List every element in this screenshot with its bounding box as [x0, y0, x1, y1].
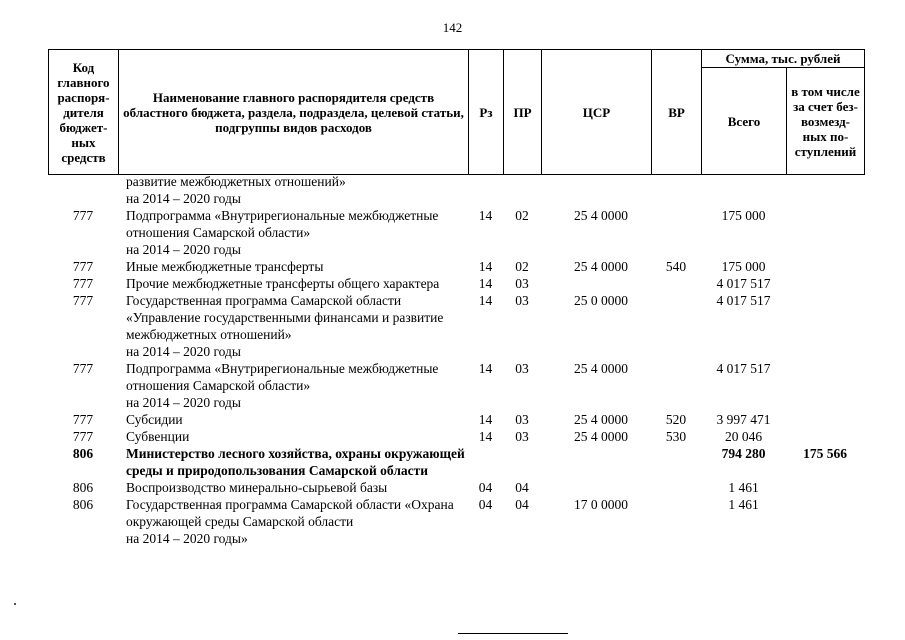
row-total: 1 461 [728, 480, 759, 495]
row-code: 777 [72, 276, 94, 291]
row-rz: 14 [478, 276, 493, 291]
row-pr: 03 [515, 361, 529, 376]
row-code: 806 [72, 480, 94, 495]
row-vr: 520 [665, 412, 687, 427]
row-name: Подпрограмма «Внутрирегиональные межбюджетные отношения Самарской области» на 2014 – 2020 годы [126, 361, 439, 410]
page-number: 142 [442, 20, 463, 35]
row-rz: 14 [478, 259, 493, 274]
row-name: Субсидии [126, 412, 183, 427]
header-extra: в том числе за счет без-возмезд-ных по-ступлений [787, 68, 865, 175]
row-rz: 14 [478, 412, 493, 427]
table-row [48, 496, 864, 547]
table-row [48, 479, 864, 496]
row-csr: 17 0 0000 [574, 497, 628, 512]
row-rz: 14 [478, 293, 493, 308]
table-row [48, 258, 864, 275]
row-pr: 02 [515, 208, 529, 223]
row-csr: 25 4 0000 [574, 208, 628, 223]
table-row [48, 445, 864, 479]
header-total: Всего [702, 68, 787, 175]
scan-speck [14, 603, 16, 605]
row-name: Государственная программа Самарской области «Охрана окружающей среды Самарской области на 2014 – 2020 годы» [126, 497, 454, 546]
budget-table-header [48, 49, 865, 175]
row-code: 777 [72, 208, 94, 223]
row-code: 806 [72, 446, 94, 461]
row-total: 1 461 [728, 497, 759, 512]
header-rz: Рз [469, 50, 504, 175]
row-csr: 25 4 0000 [574, 259, 628, 274]
header-name: Наименование главного распорядителя средств областного бюджета, раздела, подраздела, целевой статьи, подгруппы видов расходов [119, 50, 469, 175]
header-pr: ПР [504, 50, 542, 175]
row-total: 20 046 [724, 429, 763, 444]
row-name: Государственная программа Самарской области «Управление государственными финансами и развитие межбюджетных отношений» на 2014 – 2020 годы [126, 293, 444, 359]
row-total: 794 280 [721, 446, 766, 461]
row-pr: 03 [515, 412, 529, 427]
row-csr: 25 4 0000 [574, 412, 628, 427]
row-total: 175 000 [721, 208, 766, 223]
table-row [48, 360, 864, 411]
row-csr: 25 0 0000 [574, 293, 628, 308]
row-name: Прочие межбюджетные трансферты общего характера [126, 276, 440, 291]
row-rz: 14 [478, 361, 493, 376]
row-total: 175 000 [721, 259, 766, 274]
row-rz: 14 [478, 208, 493, 223]
row-code: 777 [72, 259, 94, 274]
row-pr: 03 [515, 276, 529, 291]
row-vr: 530 [665, 429, 687, 444]
table-row [48, 275, 864, 292]
row-pr: 03 [515, 293, 529, 308]
row-name: Подпрограмма «Внутрирегиональные межбюджетные отношения Самарской области» на 2014 – 2020 годы [126, 208, 439, 257]
row-code: 777 [72, 412, 94, 427]
header-sum: Сумма, тыс. рублей [702, 50, 865, 68]
row-extra: 175 566 [803, 446, 847, 461]
table-row [48, 173, 864, 207]
row-rz: 04 [478, 497, 493, 512]
row-name: Субвенции [126, 429, 190, 444]
row-name: Иные межбюджетные трансферты [126, 259, 324, 274]
budget-table-body [48, 173, 864, 547]
table-row [48, 428, 864, 445]
footer-rule [458, 633, 568, 634]
row-code: 806 [72, 497, 94, 512]
row-total: 4 017 517 [716, 361, 771, 376]
table-row [48, 411, 864, 428]
row-pr: 04 [515, 480, 529, 495]
header-code: Код главного распоря-дителя бюджет-ных средств [49, 50, 119, 175]
header-csr: ЦСР [542, 50, 652, 175]
row-name: развитие межбюджетных отношений» на 2014 – 2020 годы [126, 174, 346, 206]
table-row [48, 207, 864, 258]
row-code: 777 [72, 293, 94, 308]
row-pr: 03 [515, 429, 529, 444]
header-vr: ВР [652, 50, 702, 175]
row-total: 3 997 471 [716, 412, 771, 427]
row-rz: 14 [478, 429, 493, 444]
row-total: 4 017 517 [716, 276, 771, 291]
row-rz: 04 [478, 480, 493, 495]
row-code: 777 [72, 429, 94, 444]
row-name: Министерство лесного хозяйства, охраны окружающей среды и природопользования Самарской области [126, 446, 465, 478]
row-pr: 02 [515, 259, 529, 274]
row-csr: 25 4 0000 [574, 361, 628, 376]
row-csr: 25 4 0000 [574, 429, 628, 444]
row-vr: 540 [665, 259, 687, 274]
row-name: Воспроизводство минерально-сырьевой базы [126, 480, 388, 495]
row-pr: 04 [515, 497, 529, 512]
row-total: 4 017 517 [716, 293, 771, 308]
row-code: 777 [72, 361, 94, 376]
table-row [48, 292, 864, 360]
